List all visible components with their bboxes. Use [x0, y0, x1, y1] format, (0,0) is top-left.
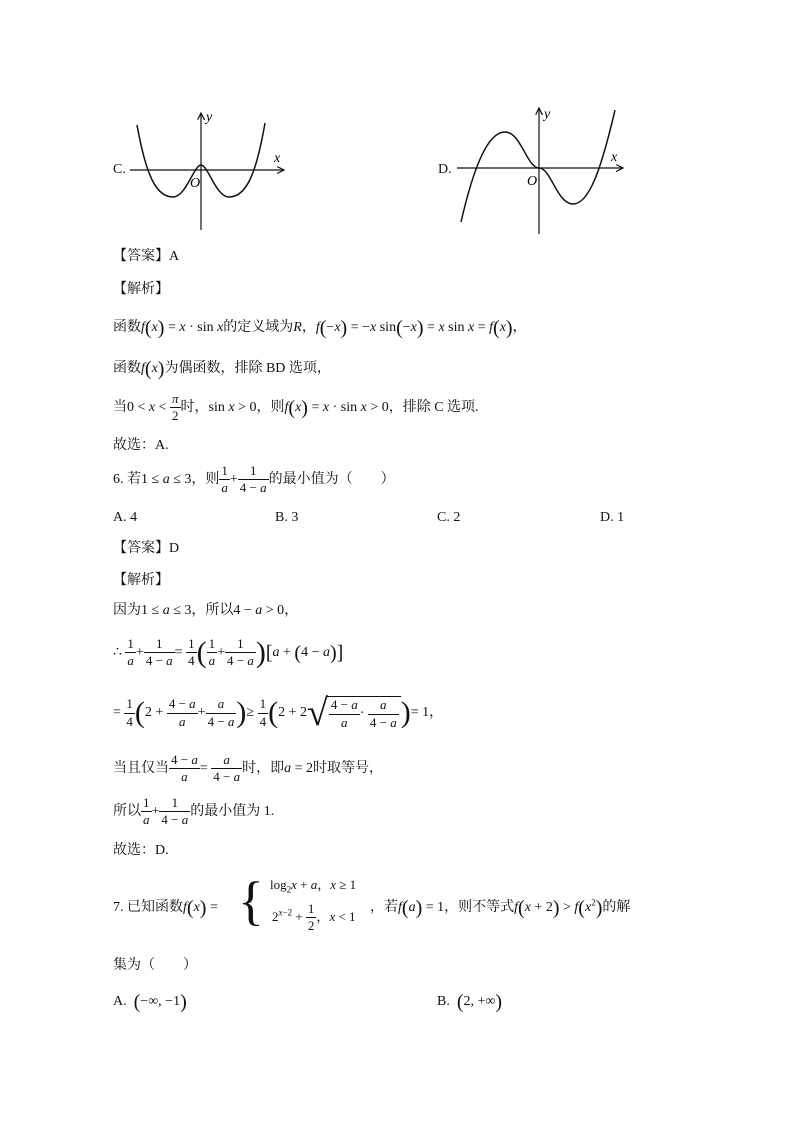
q6-analysis-line-3: = $\frac{1}{4}$ (2 + $\frac{4 - a}{a}$ + $\frac{a}{4 - a}$ )≥ $\frac{1}{4}$ (2 + 2√ $\frac{4 - a}{a}$ · $\frac{a}{4 - a}$ )= 1， — [113, 692, 444, 734]
q7-stem-condition: ，若f(a) = 1，则不等式$f(x + 2) > f(x^2)$的解 — [370, 897, 631, 919]
option-c-label: C. — [113, 162, 126, 177]
axis-y-label: y — [544, 107, 551, 122]
q6-analysis-line-4: 当且仅当 $\frac{4 - a}{a}$ = $\frac{a}{4 - a}$ 时，即a = 2时取等号， — [113, 752, 383, 785]
q7-option-a: A. (−∞, −1) — [113, 991, 187, 1013]
q5-analysis-tag: 【解析】 — [113, 282, 169, 297]
q6-stem: 6. 若1 ≤ a ≤ 3，则 $\frac{1}{a}$ + $\frac{1}{4 - a}$ 的最小值为（ ） — [113, 463, 395, 496]
q6-analysis-line-1: 因为1 ≤ a ≤ 3，所以4 − a > 0， — [113, 603, 299, 618]
origin-label: O — [190, 176, 201, 191]
q5-analysis-line-2: 函数f(x)为偶函数，排除 BD 选项， — [113, 358, 331, 380]
q7-piecewise-brace: { — [238, 871, 264, 931]
graph-c — [128, 105, 293, 235]
q6-analysis-tag: 【解析】 — [113, 573, 169, 588]
q6-option-a: A. 4 — [113, 510, 138, 525]
q6-analysis-line-2: ∴ $\frac{1}{a}$ + $\frac{1}{4 - a}$ = $\frac{1}{4}$ ( $\frac{1}{a}$ + $\frac{1}{4 - a}$ )[a + (4 − a)] — [113, 635, 344, 669]
q7-piecewise-case-2: $2^{x-2}$ + $\frac{1}{2}$ ，x < 1 — [272, 901, 356, 934]
q7-option-b: B. (2, +∞) — [437, 991, 503, 1013]
q6-analysis-line-5: 所以 $\frac{1}{a}$ + $\frac{1}{4 - a}$ 的最小值为 1. — [113, 795, 275, 828]
q6-answer-tag: 【答案】D — [113, 541, 180, 556]
q7-stem-line-2: 集为（ ） — [113, 958, 197, 973]
q6-conclusion: 故选：D. — [113, 843, 169, 858]
q5-answer-tag: 【答案】A — [113, 249, 180, 264]
axis-y-label: y — [206, 110, 213, 125]
q5-analysis-line-3: 当0 < x < $\frac{\pi}{2}$ 时，sin x > 0，则f(x) = x · sin x > 0，排除 C 选项. — [113, 391, 479, 424]
q6-option-c: C. 2 — [437, 510, 461, 525]
origin-label: O — [527, 174, 538, 189]
q6-option-b: B. 3 — [275, 510, 299, 525]
curve-d — [461, 110, 615, 222]
q5-analysis-line-1: 函数f(x) = x · sin x的定义域为R，f(−x) = −x sin(−x) = x sin x = f(x)， — [113, 317, 527, 339]
axis-x-label: x — [274, 151, 281, 166]
option-d-label: D. — [438, 162, 452, 177]
graph-d — [455, 100, 630, 240]
q7-piecewise-case-1: $\log_2x + a$，x ≥ 1 — [270, 877, 357, 895]
q6-option-d: D. 1 — [600, 510, 625, 525]
axis-x-label: x — [611, 150, 618, 165]
q5-conclusion: 故选：A. — [113, 438, 169, 453]
q7-stem: 7. 已知函数f(x) = — [113, 897, 218, 919]
